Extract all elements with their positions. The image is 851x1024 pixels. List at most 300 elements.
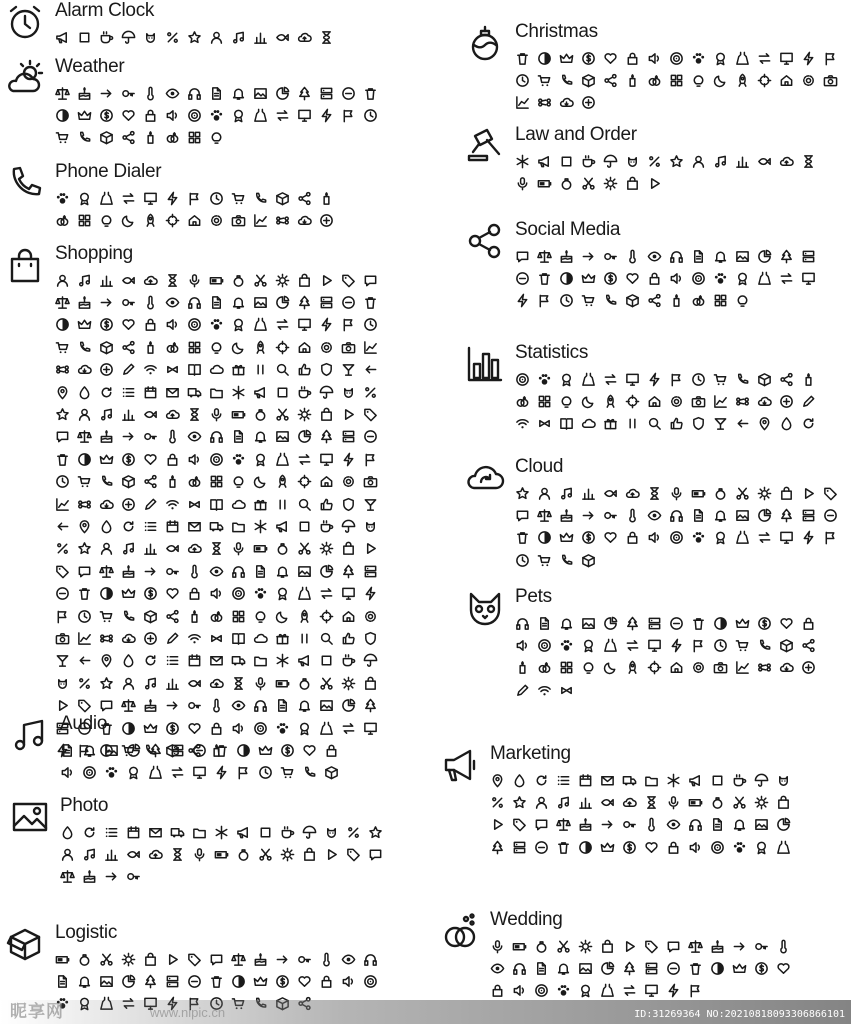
star-icon xyxy=(515,486,530,501)
filled-circle-icon xyxy=(55,317,70,332)
crown-icon xyxy=(732,961,747,976)
ornament-icon xyxy=(77,952,92,967)
target-icon xyxy=(669,51,684,66)
target-icon xyxy=(187,317,202,332)
paw-icon xyxy=(104,765,119,780)
umbrella-icon xyxy=(754,773,769,788)
filled-circle-icon xyxy=(99,586,114,601)
stop-icon xyxy=(297,519,312,534)
coffee-icon xyxy=(297,385,312,400)
drop-icon xyxy=(779,416,794,431)
share-icon xyxy=(801,638,816,653)
lightbulb-icon xyxy=(231,474,246,489)
pie-chart-icon xyxy=(319,564,334,579)
server-icon xyxy=(647,616,662,631)
pie-chart-icon xyxy=(603,616,618,631)
bow-icon xyxy=(209,631,224,646)
filled-circle-icon xyxy=(231,974,246,989)
rings-icon xyxy=(165,340,180,355)
monitor-icon xyxy=(319,452,334,467)
monitor-icon xyxy=(647,638,662,653)
thermometer-icon xyxy=(776,939,791,954)
stop-icon xyxy=(275,385,290,400)
monitor-icon xyxy=(192,765,207,780)
camera-icon xyxy=(363,474,378,489)
tag-icon xyxy=(512,817,527,832)
gift-icon xyxy=(253,497,268,512)
crosshair-icon xyxy=(625,394,640,409)
fish-icon xyxy=(143,407,158,422)
gift-icon xyxy=(275,631,290,646)
badge-icon xyxy=(77,191,92,206)
bell-icon xyxy=(297,698,312,713)
play-icon xyxy=(801,486,816,501)
trash-icon xyxy=(556,840,571,855)
cart-icon xyxy=(735,638,750,653)
phone-icon xyxy=(559,553,574,568)
section-title: Phone Dialer xyxy=(55,161,162,182)
cloud-down-icon xyxy=(121,631,136,646)
book-icon xyxy=(559,416,574,431)
eye-icon xyxy=(490,961,505,976)
speaker-icon xyxy=(515,638,530,653)
arrow-left-icon xyxy=(77,653,92,668)
battery-icon xyxy=(275,676,290,691)
play-icon xyxy=(363,541,378,556)
scales-icon xyxy=(231,952,246,967)
chat-bubble-icon xyxy=(534,817,549,832)
badge-icon xyxy=(253,452,268,467)
drop-icon xyxy=(512,773,527,788)
thermometer-icon xyxy=(165,429,180,444)
star-icon xyxy=(187,30,202,45)
play-icon xyxy=(55,698,70,713)
lightning-icon xyxy=(363,586,378,601)
eye-icon xyxy=(341,952,356,967)
rocket-icon xyxy=(735,73,750,88)
arrow-right-icon xyxy=(165,698,180,713)
document-icon xyxy=(209,86,224,101)
star-icon xyxy=(99,676,114,691)
paw-icon xyxy=(691,530,706,545)
arrow-right-icon xyxy=(99,295,114,310)
chart-bars-icon xyxy=(253,30,268,45)
christmas-ornament-icon xyxy=(465,23,505,63)
box-icon xyxy=(143,609,158,624)
coffee-icon xyxy=(581,154,596,169)
bell-icon xyxy=(732,817,747,832)
cart-icon xyxy=(99,609,114,624)
cloud-down-icon xyxy=(779,660,794,675)
plus-circle-icon xyxy=(121,497,136,512)
dress-icon xyxy=(603,638,618,653)
fish-icon xyxy=(121,273,136,288)
music-note-icon xyxy=(10,715,50,755)
filled-circle-icon xyxy=(537,51,552,66)
icon-grid xyxy=(515,368,816,435)
thermometer-icon xyxy=(143,295,158,310)
badge-icon xyxy=(231,317,246,332)
hourglass-icon xyxy=(647,486,662,501)
bow-icon xyxy=(187,497,202,512)
eye-icon xyxy=(647,508,662,523)
cake-icon xyxy=(143,698,158,713)
battery-icon xyxy=(231,407,246,422)
hourglass-icon xyxy=(319,30,334,45)
dress-icon xyxy=(148,765,163,780)
tag-icon xyxy=(823,486,838,501)
clock-icon xyxy=(515,553,530,568)
crosshair-icon xyxy=(757,73,772,88)
star-icon xyxy=(512,795,527,810)
music-icon xyxy=(559,486,574,501)
share-icon xyxy=(121,130,136,145)
battery-icon xyxy=(253,541,268,556)
dress-icon xyxy=(776,840,791,855)
stop-icon xyxy=(559,154,574,169)
bag-icon xyxy=(363,676,378,691)
share-icon xyxy=(647,293,662,308)
scales-icon xyxy=(121,698,136,713)
envelope-icon xyxy=(209,653,224,668)
lightbulb-icon xyxy=(735,293,750,308)
icon-grid xyxy=(55,269,378,762)
monitor-icon xyxy=(143,191,158,206)
coffee-icon xyxy=(319,519,334,534)
line-chart-icon xyxy=(515,95,530,110)
watermark-logo: 昵享网 xyxy=(10,1002,64,1022)
user-icon xyxy=(55,273,70,288)
snowflake-icon xyxy=(253,519,268,534)
target-icon xyxy=(534,983,549,998)
arrow-right-icon xyxy=(121,429,136,444)
dollar-icon xyxy=(143,586,158,601)
package-box-icon xyxy=(5,924,45,964)
user-icon xyxy=(209,30,224,45)
candle-icon xyxy=(319,191,334,206)
key-icon xyxy=(121,86,136,101)
pie-chart-icon xyxy=(341,698,356,713)
filled-circle-icon xyxy=(578,840,593,855)
truck-icon xyxy=(209,519,224,534)
key-icon xyxy=(297,952,312,967)
clock-icon xyxy=(691,372,706,387)
flag-icon xyxy=(363,452,378,467)
ornament-icon xyxy=(297,676,312,691)
clock-icon xyxy=(363,108,378,123)
lock-icon xyxy=(143,317,158,332)
share-icon xyxy=(165,609,180,624)
rings-icon xyxy=(515,394,530,409)
chart-bars-icon xyxy=(735,154,750,169)
crown-icon xyxy=(77,108,92,123)
trash-icon xyxy=(77,586,92,601)
search-icon xyxy=(319,631,334,646)
bone-icon xyxy=(99,631,114,646)
cake-icon xyxy=(710,939,725,954)
swap-icon xyxy=(603,372,618,387)
snowflake-icon xyxy=(666,773,681,788)
rocket-icon xyxy=(297,609,312,624)
minus-circle-icon xyxy=(341,295,356,310)
box-icon xyxy=(99,340,114,355)
rocket-icon xyxy=(143,213,158,228)
bow-icon xyxy=(165,362,180,377)
lock-icon xyxy=(143,108,158,123)
speaker-icon xyxy=(688,840,703,855)
ornament-icon xyxy=(710,795,725,810)
music-icon xyxy=(143,676,158,691)
target-icon xyxy=(253,721,268,736)
fish-icon xyxy=(600,795,615,810)
search-icon xyxy=(647,416,662,431)
headphones-icon xyxy=(515,616,530,631)
scissors-icon xyxy=(732,795,747,810)
truck-icon xyxy=(622,773,637,788)
crown-icon xyxy=(99,452,114,467)
swap-icon xyxy=(625,638,640,653)
bell-icon xyxy=(559,616,574,631)
sun-icon xyxy=(578,939,593,954)
pie-chart-icon xyxy=(600,961,615,976)
camera-icon xyxy=(231,213,246,228)
dress-icon xyxy=(581,372,596,387)
document-icon xyxy=(55,974,70,989)
thumbs-up-icon xyxy=(341,631,356,646)
heart-icon xyxy=(776,961,791,976)
rings-icon xyxy=(187,474,202,489)
bell-icon xyxy=(231,295,246,310)
stop-icon xyxy=(319,653,334,668)
minus-circle-icon xyxy=(823,508,838,523)
dollar-icon xyxy=(757,616,772,631)
tree-icon xyxy=(341,564,356,579)
music-icon xyxy=(121,541,136,556)
paw-icon xyxy=(253,586,268,601)
gear-icon xyxy=(341,474,356,489)
fish-icon xyxy=(603,486,618,501)
pause-icon xyxy=(297,631,312,646)
speaker-icon xyxy=(512,983,527,998)
cart-icon xyxy=(231,191,246,206)
icon-grid xyxy=(515,612,816,702)
section-title: Weather xyxy=(55,56,125,77)
tag-icon xyxy=(55,564,70,579)
star-icon xyxy=(55,407,70,422)
section-title: Photo xyxy=(60,795,109,816)
bag-icon xyxy=(600,939,615,954)
cart-icon xyxy=(77,474,92,489)
cocktail-icon xyxy=(55,653,70,668)
cake-icon xyxy=(82,869,97,884)
key-icon xyxy=(126,869,141,884)
target-icon xyxy=(691,271,706,286)
microphone-icon xyxy=(253,676,268,691)
lock-icon xyxy=(625,530,640,545)
wifi-icon xyxy=(537,683,552,698)
book-icon xyxy=(187,362,202,377)
flag-icon xyxy=(823,51,838,66)
tree-icon xyxy=(779,508,794,523)
heart-icon xyxy=(297,974,312,989)
key-icon xyxy=(603,508,618,523)
candle-icon xyxy=(143,340,158,355)
lightning-icon xyxy=(319,317,334,332)
lightning-icon xyxy=(319,108,334,123)
wifi-icon xyxy=(515,416,530,431)
snowflake-icon xyxy=(275,653,290,668)
grid-icon xyxy=(187,340,202,355)
candle-icon xyxy=(669,293,684,308)
crown-icon xyxy=(121,586,136,601)
grid-icon xyxy=(537,394,552,409)
phone-icon xyxy=(735,372,750,387)
arrow-right-icon xyxy=(581,508,596,523)
crown-icon xyxy=(581,271,596,286)
scissors-icon xyxy=(297,541,312,556)
cloud-up-icon xyxy=(148,847,163,862)
percent-icon xyxy=(363,385,378,400)
target-icon xyxy=(82,765,97,780)
minus-circle-icon xyxy=(534,840,549,855)
percent-icon xyxy=(346,825,361,840)
scissors-icon xyxy=(253,273,268,288)
percent-icon xyxy=(165,30,180,45)
bag-icon xyxy=(341,541,356,556)
headphones-icon xyxy=(688,817,703,832)
dog-icon xyxy=(324,825,339,840)
dress-icon xyxy=(297,586,312,601)
calendar-icon xyxy=(187,653,202,668)
pin-icon xyxy=(55,385,70,400)
music-icon xyxy=(99,407,114,422)
cake-icon xyxy=(77,295,92,310)
dress-icon xyxy=(757,271,772,286)
eye-icon xyxy=(666,817,681,832)
folder-icon xyxy=(253,653,268,668)
box-icon xyxy=(757,372,772,387)
ornament-icon xyxy=(231,273,246,288)
microphone-icon xyxy=(192,847,207,862)
thermometer-icon xyxy=(209,698,224,713)
icon-grid xyxy=(515,245,816,312)
icon-grid xyxy=(55,26,400,48)
stop-icon xyxy=(258,825,273,840)
headphones-icon xyxy=(187,295,202,310)
tree-icon xyxy=(622,961,637,976)
bag-icon xyxy=(143,952,158,967)
bell-icon xyxy=(556,961,571,976)
section-title: Audio xyxy=(60,713,108,734)
cloud-up-icon xyxy=(622,795,637,810)
arrow-right-icon xyxy=(275,952,290,967)
flag-icon xyxy=(691,638,706,653)
dress-icon xyxy=(275,452,290,467)
pin-icon xyxy=(757,416,772,431)
moon-icon xyxy=(231,340,246,355)
hourglass-icon xyxy=(209,541,224,556)
arrow-left-icon xyxy=(363,362,378,377)
rocket-icon xyxy=(625,660,640,675)
gear-icon xyxy=(691,660,706,675)
document-icon xyxy=(275,698,290,713)
tag-icon xyxy=(363,407,378,422)
key-icon xyxy=(165,564,180,579)
badge-icon xyxy=(581,638,596,653)
plus-circle-icon xyxy=(779,394,794,409)
headphones-icon xyxy=(669,508,684,523)
tree-icon xyxy=(143,974,158,989)
home-icon xyxy=(297,340,312,355)
dollar-icon xyxy=(622,840,637,855)
clock-icon xyxy=(559,293,574,308)
section-title: Social Media xyxy=(515,219,621,240)
dress-icon xyxy=(319,721,334,736)
section-title: Marketing xyxy=(490,743,571,764)
loop-icon xyxy=(121,519,136,534)
cloud-icon xyxy=(209,362,224,377)
paw-icon xyxy=(713,271,728,286)
scissors-icon xyxy=(556,939,571,954)
arrow-right-icon xyxy=(104,869,119,884)
list-icon xyxy=(556,773,571,788)
paw-icon xyxy=(556,983,571,998)
clock-icon xyxy=(258,765,273,780)
clock-icon xyxy=(209,191,224,206)
chat-bubble-icon xyxy=(209,952,224,967)
grid-icon xyxy=(231,609,246,624)
star-icon xyxy=(669,154,684,169)
truck-icon xyxy=(170,825,185,840)
arrow-right-icon xyxy=(99,86,114,101)
sun-icon xyxy=(754,795,769,810)
crosshair-icon xyxy=(165,213,180,228)
pie-chart-icon xyxy=(275,295,290,310)
bag-icon xyxy=(776,795,791,810)
icon-grid xyxy=(55,82,378,149)
gear-icon xyxy=(669,394,684,409)
megaphone-small-icon xyxy=(236,825,251,840)
scales-icon xyxy=(77,429,92,444)
phone-icon xyxy=(302,765,317,780)
tree-icon xyxy=(148,743,163,758)
ornament-icon xyxy=(713,486,728,501)
chart-bars-icon xyxy=(104,847,119,862)
bone-icon xyxy=(275,213,290,228)
play-icon xyxy=(647,176,662,191)
dollar-icon xyxy=(99,108,114,123)
share-icon xyxy=(297,191,312,206)
section-title: Logistic xyxy=(55,922,118,943)
truck-icon xyxy=(231,653,246,668)
speaker-icon xyxy=(647,51,662,66)
paw-icon xyxy=(537,372,552,387)
wedding-rings-icon xyxy=(440,911,480,951)
scissors-icon xyxy=(258,847,273,862)
flag-icon xyxy=(341,317,356,332)
cart-icon xyxy=(537,553,552,568)
envelope-icon xyxy=(187,519,202,534)
music-icon xyxy=(231,30,246,45)
alarm-clock-icon xyxy=(5,2,45,42)
thermometer-icon xyxy=(187,564,202,579)
paw-icon xyxy=(55,191,70,206)
cloud-down-icon xyxy=(559,95,574,110)
filled-circle-icon xyxy=(121,721,136,736)
key-icon xyxy=(121,295,136,310)
trash-icon xyxy=(209,974,224,989)
bar-chart-icon xyxy=(465,344,505,384)
